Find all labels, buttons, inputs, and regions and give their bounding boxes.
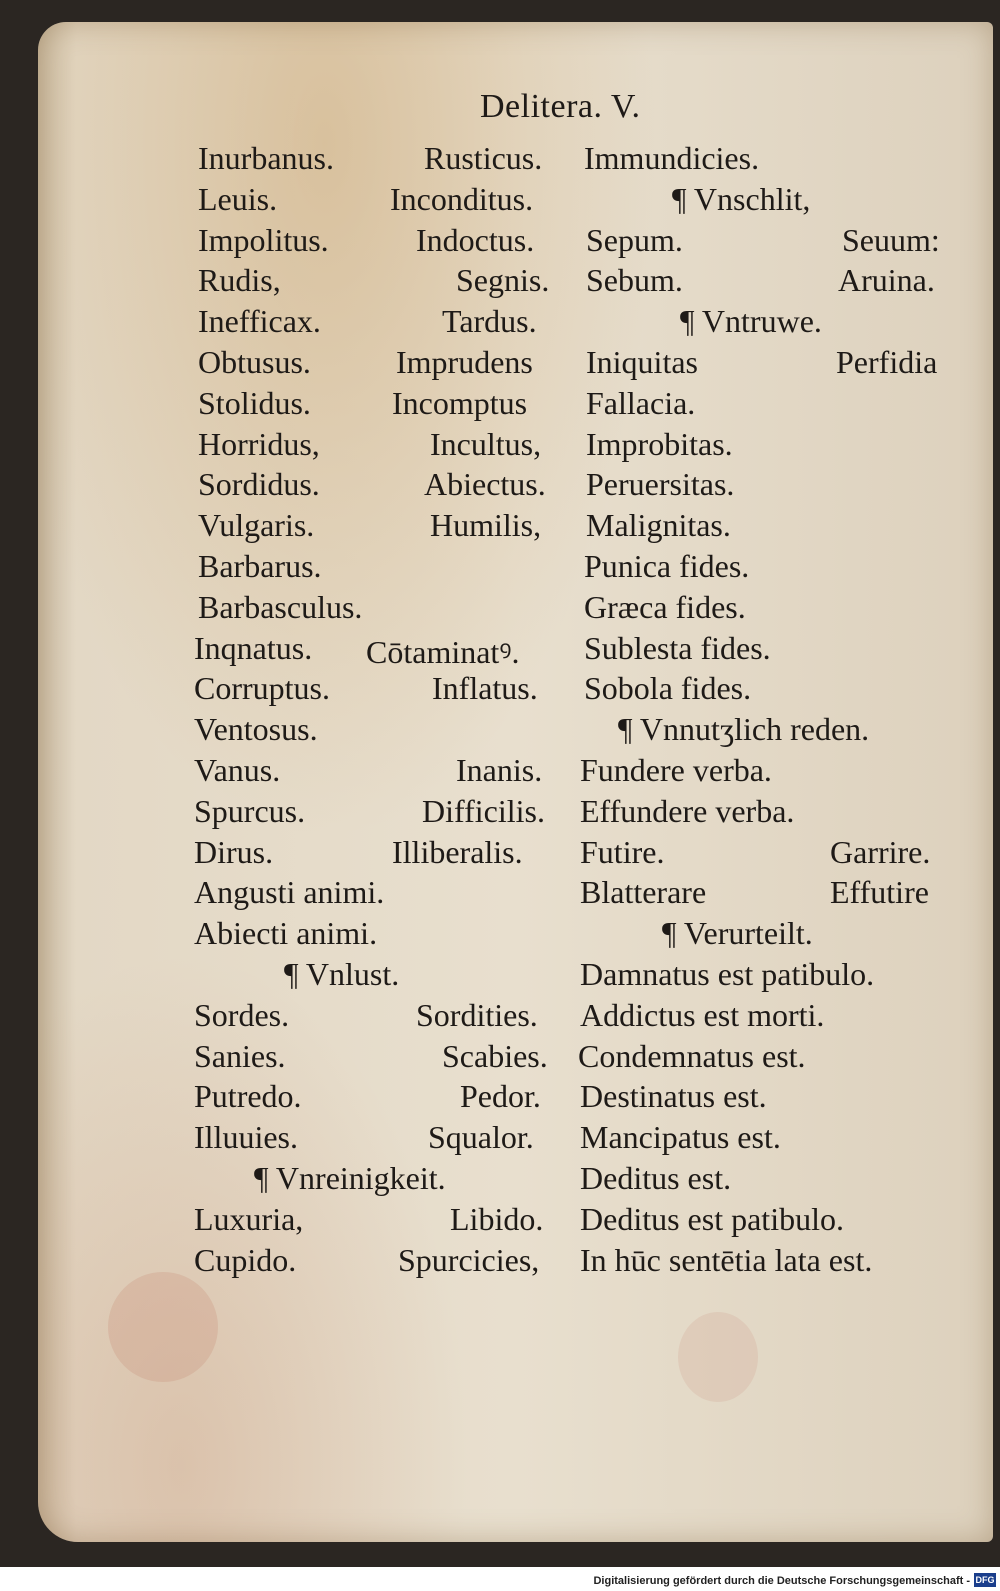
- text-line: [0, 630, 1000, 670]
- footer-credit: Digitalisierung gefördert durch die Deutsche Forschungsgemeinschaft -: [593, 1575, 970, 1587]
- word: Squalor.: [428, 1119, 534, 1156]
- word: Difficilis.: [422, 792, 545, 829]
- text-line: [0, 262, 1000, 302]
- word: Cōtaminatꝰ.: [366, 633, 520, 670]
- word: Segnis.: [456, 262, 550, 299]
- word: Vulgaris.: [198, 507, 315, 544]
- word: Illuuies.: [194, 1119, 298, 1156]
- word: Scabies.: [442, 1037, 548, 1074]
- word: ¶ Vnreinigkeit.: [254, 1160, 446, 1196]
- text-line: [0, 915, 1000, 955]
- text-line: [0, 385, 1000, 425]
- word: Humilis,: [430, 507, 542, 544]
- word: Garrire.: [830, 833, 931, 870]
- word: Indoctus.: [416, 221, 535, 258]
- word: Sanies.: [194, 1037, 286, 1074]
- word: Cupido.: [194, 1241, 297, 1278]
- text-line: [0, 548, 1000, 588]
- word: Sordities.: [416, 996, 538, 1033]
- word: Barbasculus.: [198, 588, 363, 625]
- dfg-logo: DFG: [975, 1575, 995, 1585]
- word: Addictus est morti.: [580, 996, 825, 1033]
- word: Abiectus.: [424, 466, 546, 503]
- text-line: [0, 426, 1000, 466]
- word: Sebum.: [586, 262, 683, 299]
- text-line: [0, 1038, 1000, 1078]
- word: ¶ Verurteilt.: [662, 915, 813, 952]
- word: Peruersitas.: [586, 466, 735, 503]
- text-line: [0, 466, 1000, 506]
- word: Blatterare: [580, 874, 707, 911]
- text-line: [0, 344, 1000, 384]
- text-line: [0, 140, 1000, 180]
- word: Leuis.: [198, 180, 278, 217]
- text-line: [0, 181, 1000, 221]
- word: Iniquitas: [586, 344, 698, 380]
- word: Effundere verba.: [580, 792, 795, 829]
- word: ¶ Vnschlit,: [672, 180, 811, 217]
- word: Libido.: [450, 1200, 544, 1237]
- word: Condemnatus est.: [578, 1037, 806, 1074]
- word: Seuum:: [842, 221, 940, 258]
- word: Rudis,: [198, 262, 281, 299]
- word: ¶ Vnlust.: [284, 956, 400, 992]
- word: In hūc sentētia lata est.: [580, 1241, 873, 1278]
- text-line: [0, 874, 1000, 914]
- word: Illiberalis.: [392, 833, 523, 870]
- word: Vanus.: [194, 752, 281, 788]
- word: Barbarus.: [198, 548, 322, 584]
- word: Inconditus.: [390, 180, 534, 217]
- word: Sordidus.: [198, 466, 320, 503]
- text-line: [0, 956, 1000, 996]
- word: Immundicies.: [584, 140, 760, 176]
- text-line: [0, 1078, 1000, 1118]
- word: Aruina.: [838, 262, 935, 299]
- word: Inanis.: [456, 752, 543, 788]
- text-line: [0, 507, 1000, 547]
- word: Inurbanus.: [198, 140, 334, 176]
- word: Imprudens: [396, 344, 533, 380]
- word: Obtusus.: [198, 344, 311, 380]
- word: Fundere verba.: [580, 752, 772, 788]
- text-line: [0, 670, 1000, 710]
- word: Incultus,: [430, 425, 542, 462]
- word: Damnatus est patibulo.: [580, 956, 875, 992]
- text-line: [0, 1160, 1000, 1200]
- word: ¶ Vntruwe.: [680, 303, 822, 340]
- text-line: [0, 793, 1000, 833]
- word: Mancipatus est.: [580, 1119, 781, 1156]
- text-line: [0, 711, 1000, 751]
- word: Stolidus.: [198, 384, 311, 421]
- word: Sordes.: [194, 996, 290, 1033]
- text-line: [0, 1242, 1000, 1282]
- text-line: [0, 834, 1000, 874]
- word: Spurcus.: [194, 792, 306, 829]
- page-header: Delitera. V.: [480, 88, 641, 125]
- word: Inefficax.: [198, 303, 321, 340]
- text-line: [0, 1119, 1000, 1159]
- text-line: [0, 589, 1000, 629]
- word: ¶ Vnnutʒlich reden.: [618, 711, 870, 748]
- word: Sublesta fides.: [584, 629, 771, 666]
- word: Improbitas.: [586, 425, 733, 462]
- word: Deditus est patibulo.: [580, 1200, 844, 1237]
- word: Punica fides.: [584, 548, 750, 584]
- word: Perfidia: [836, 344, 938, 380]
- word: Spurcicies,: [398, 1241, 540, 1278]
- word: Fallacia.: [586, 384, 696, 421]
- word: Sepum.: [586, 221, 683, 258]
- word: Malignitas.: [586, 507, 731, 544]
- word: Abiecti animi.: [194, 915, 378, 952]
- word: Luxuria,: [194, 1200, 304, 1237]
- word: Putredo.: [194, 1078, 302, 1115]
- word: Corruptus.: [194, 670, 330, 707]
- word: Ventosus.: [194, 711, 318, 748]
- word: Sobola fides.: [584, 670, 752, 707]
- word: Græca fides.: [584, 588, 746, 625]
- word: Futire.: [580, 833, 665, 870]
- word: Angusti animi.: [194, 874, 385, 911]
- text-line: [0, 222, 1000, 262]
- word: Horridus,: [198, 425, 320, 462]
- word: Impolitus.: [198, 221, 329, 258]
- word: Pedor.: [460, 1078, 541, 1115]
- word: Incomptus: [392, 384, 528, 421]
- word: Deditus est.: [580, 1160, 732, 1196]
- word: Destinatus est.: [580, 1078, 767, 1115]
- word: Dirus.: [194, 833, 274, 870]
- word: Rusticus.: [424, 140, 543, 176]
- text-line: [0, 752, 1000, 792]
- text-line: [0, 1201, 1000, 1241]
- word: Inflatus.: [432, 670, 538, 707]
- text-line: [0, 997, 1000, 1037]
- word: Inqnatus.: [194, 629, 313, 666]
- footer-bar: [0, 1567, 1000, 1591]
- word: Tardus.: [442, 303, 537, 340]
- text-line: [0, 303, 1000, 343]
- word: Effutire: [830, 874, 929, 911]
